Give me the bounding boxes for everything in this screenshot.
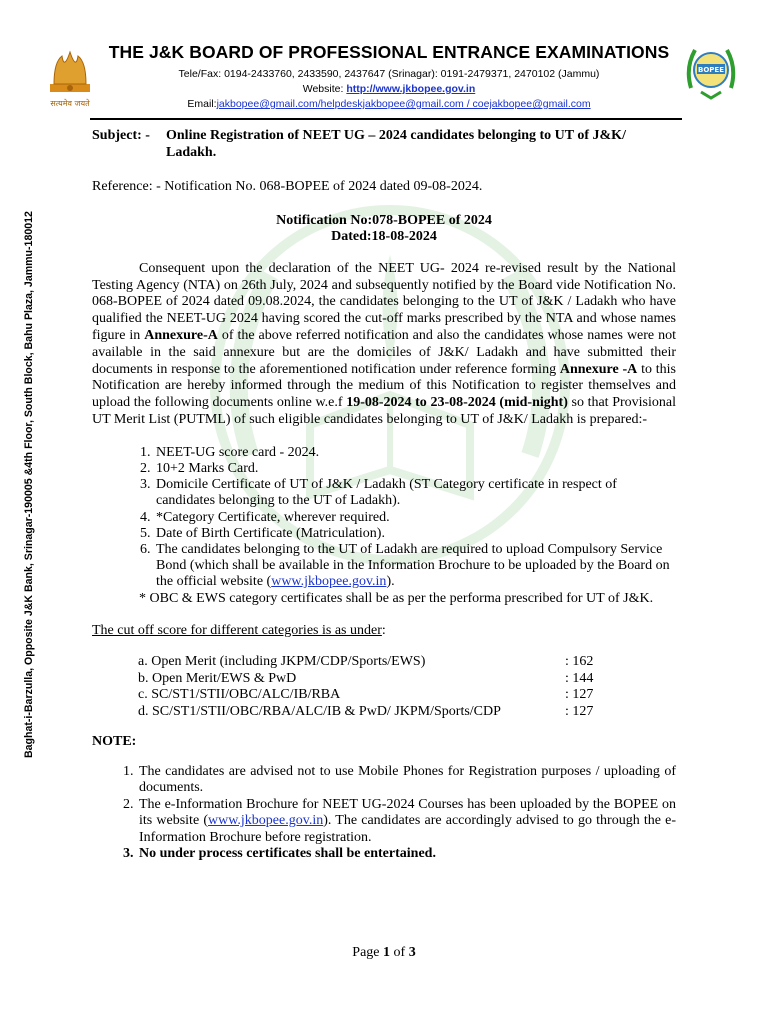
website-link[interactable]: http://www.jkbopee.gov.in [346,83,476,95]
list-item: 4. *Category Certificate, wherever required. [154,510,676,526]
emblem-motto: सत्यमेव जयते [50,99,90,108]
note2-text: The e-Information Brochure for NEET UG-2024 Courses has been uploaded by the BOPEE on its website ( [139,796,676,829]
notice-body [92,126,676,863]
cutoff-score: : 162 [565,654,594,670]
cutoff-heading: The cut off score for different categories is as under [92,622,382,638]
list-item: 5. Date of Birth Certificate (Matriculation). [154,526,676,542]
website-line [100,82,678,97]
side-address: Baghat-i-Barzulla, Opposite J&K Bank, Srinagar-190005 &4th Floor, South Block, Bahu Plaza, Jammu-180012 [23,211,35,758]
page-of: of [390,945,409,960]
doc6-text-end: ). [386,574,395,590]
para-text-4: so that Provisional UT Merit List (PUTML) of such eligible candidates belonging to UT of J&K/ Ladakh is prepared:- [92,395,676,427]
list-item: 3. No under process certificates shall be entertained. [137,846,676,863]
table-row [138,704,676,720]
doc6-text: The candidates belonging to the UT of Ladakh are required to upload Compulsory Service Bond (which shall be available in the Information Brochure to be uploaded by the Board on the official website ( [156,541,670,590]
cutoff-score: : 127 [565,687,594,703]
website-link-inline[interactable]: www.jkbopee.gov.in [271,574,387,590]
list-item: 1. NEET-UG score card - 2024. [154,445,676,461]
tel-fax: Tele/Fax: 0194-2433760, 2433590, 2437647 (Srinagar): 0191-2479371, 2470102 (Jammu) [178,68,600,80]
main-paragraph [92,261,676,429]
para-text-3: to this Notification are hereby informed through the medium of this Notification to register themselves and upload the following documents online w.e.f [92,361,676,411]
bopee-logo-text: BOPEE [698,66,724,74]
page-current: 1 [383,945,391,960]
para-text-1: Consequent upon the declaration of the NEET UG- 2024 re-revised result by the National Testing Agency (NTA) on 26th July, 2024 and subsequently notified by the Board vide Notification No. 068-BOPEE of 2024 dated 09.08.2024, the candidates belonging to the UT of J&K / Ladakh who have qualified the NEET-UG 2024 having scored the cut-off marks prescribed by the NTA and whose names figure in [92,260,676,343]
email-line [100,97,678,112]
cutoff-table [138,654,676,720]
subject-label: Subject: - [92,128,150,143]
para-text-2: of the above referred notification and also the candidates whose names were not available in the said annexure but are the domiciles of J&K/ Ladakh and have submitted their documents in response to the aforementioned notification under reference forming [92,327,676,377]
registration-dates: 19-08-2024 to 23-08-2024 (mid-night) [346,395,568,411]
category-footnote: * OBC & EWS category certificates shall be as per the performa prescribed for UT of J&K. [139,590,654,606]
cutoff-category: b. Open Merit/EWS & PwD [138,670,297,686]
table-row [138,671,676,687]
org-name: THE J&K BOARD OF PROFESSIONAL ENTRANCE EXAMINATIONS [108,42,670,62]
table-row [138,687,676,703]
letterhead [100,42,678,112]
note2-text-end: ). The candidates are accordingly advised to go through the e- Information Brochure before registration. [139,813,677,845]
cutoff-category: d. SC/ST1/STII/OBC/RBA/ALC/IB & PwD/ JKPM/Sports/CDP [138,703,501,719]
annexure-a-ref: Annexure-A [144,327,218,343]
notification-number: Notification No:078-BOPEE of 2024 [276,212,492,228]
subject-text: Online Registration of NEET UG – 2024 candidates belonging to UT of J&K/ Ladakh. [166,128,626,160]
cutoff-category: a. Open Merit (including JKPM/CDP/Sports/EWS) [138,654,426,670]
subject [92,128,676,161]
email-links[interactable]: jakbopee@gmail.com/helpdeskjakbopee@gmail.com / coejakbopee@gmail.com [216,98,591,110]
brochure-website-link[interactable]: www.jkbopee.gov.in [208,813,324,829]
notes-list [92,764,676,863]
page-label: Page [352,945,384,960]
cutoff-category: c. SC/ST1/STII/OBC/ALC/IB/RBA [138,687,341,703]
cutoff-score: : 144 [565,670,594,686]
cutoff-score: : 127 [565,703,594,719]
annexure-a-ref-2: Annexure -A [559,361,638,377]
list-item: 3. Domicile Certificate of UT of J&K / Ladakh (ST Category certificate in respect of candidates belonging to the UT of Ladakh). [154,477,676,509]
reference: Reference: - Notification No. 068-BOPEE of 2024 dated 09-08-2024. [92,179,483,195]
national-emblem-icon [40,44,100,110]
website-label: Website: [302,83,347,95]
header-divider [90,118,682,120]
list-item [137,797,676,847]
list-item: 2. 10+2 Marks Card. [154,461,676,477]
list-item [154,542,676,591]
notification-date: Dated:18-08-2024 [331,228,437,244]
page-number [0,945,768,961]
documents-list [92,445,676,591]
list-item: 1. The candidates are advised not to use Mobile Phones for Registration purposes / uploading of documents. [137,764,676,797]
bopee-logo-icon [683,40,739,102]
note-heading: NOTE: [92,734,137,749]
email-label: Email: [187,98,217,110]
page-total: 3 [408,945,416,960]
cutoff-heading-colon: : [381,622,386,638]
table-row [138,654,676,670]
notification-heading [92,213,676,245]
cutoff-heading-line [92,623,676,640]
